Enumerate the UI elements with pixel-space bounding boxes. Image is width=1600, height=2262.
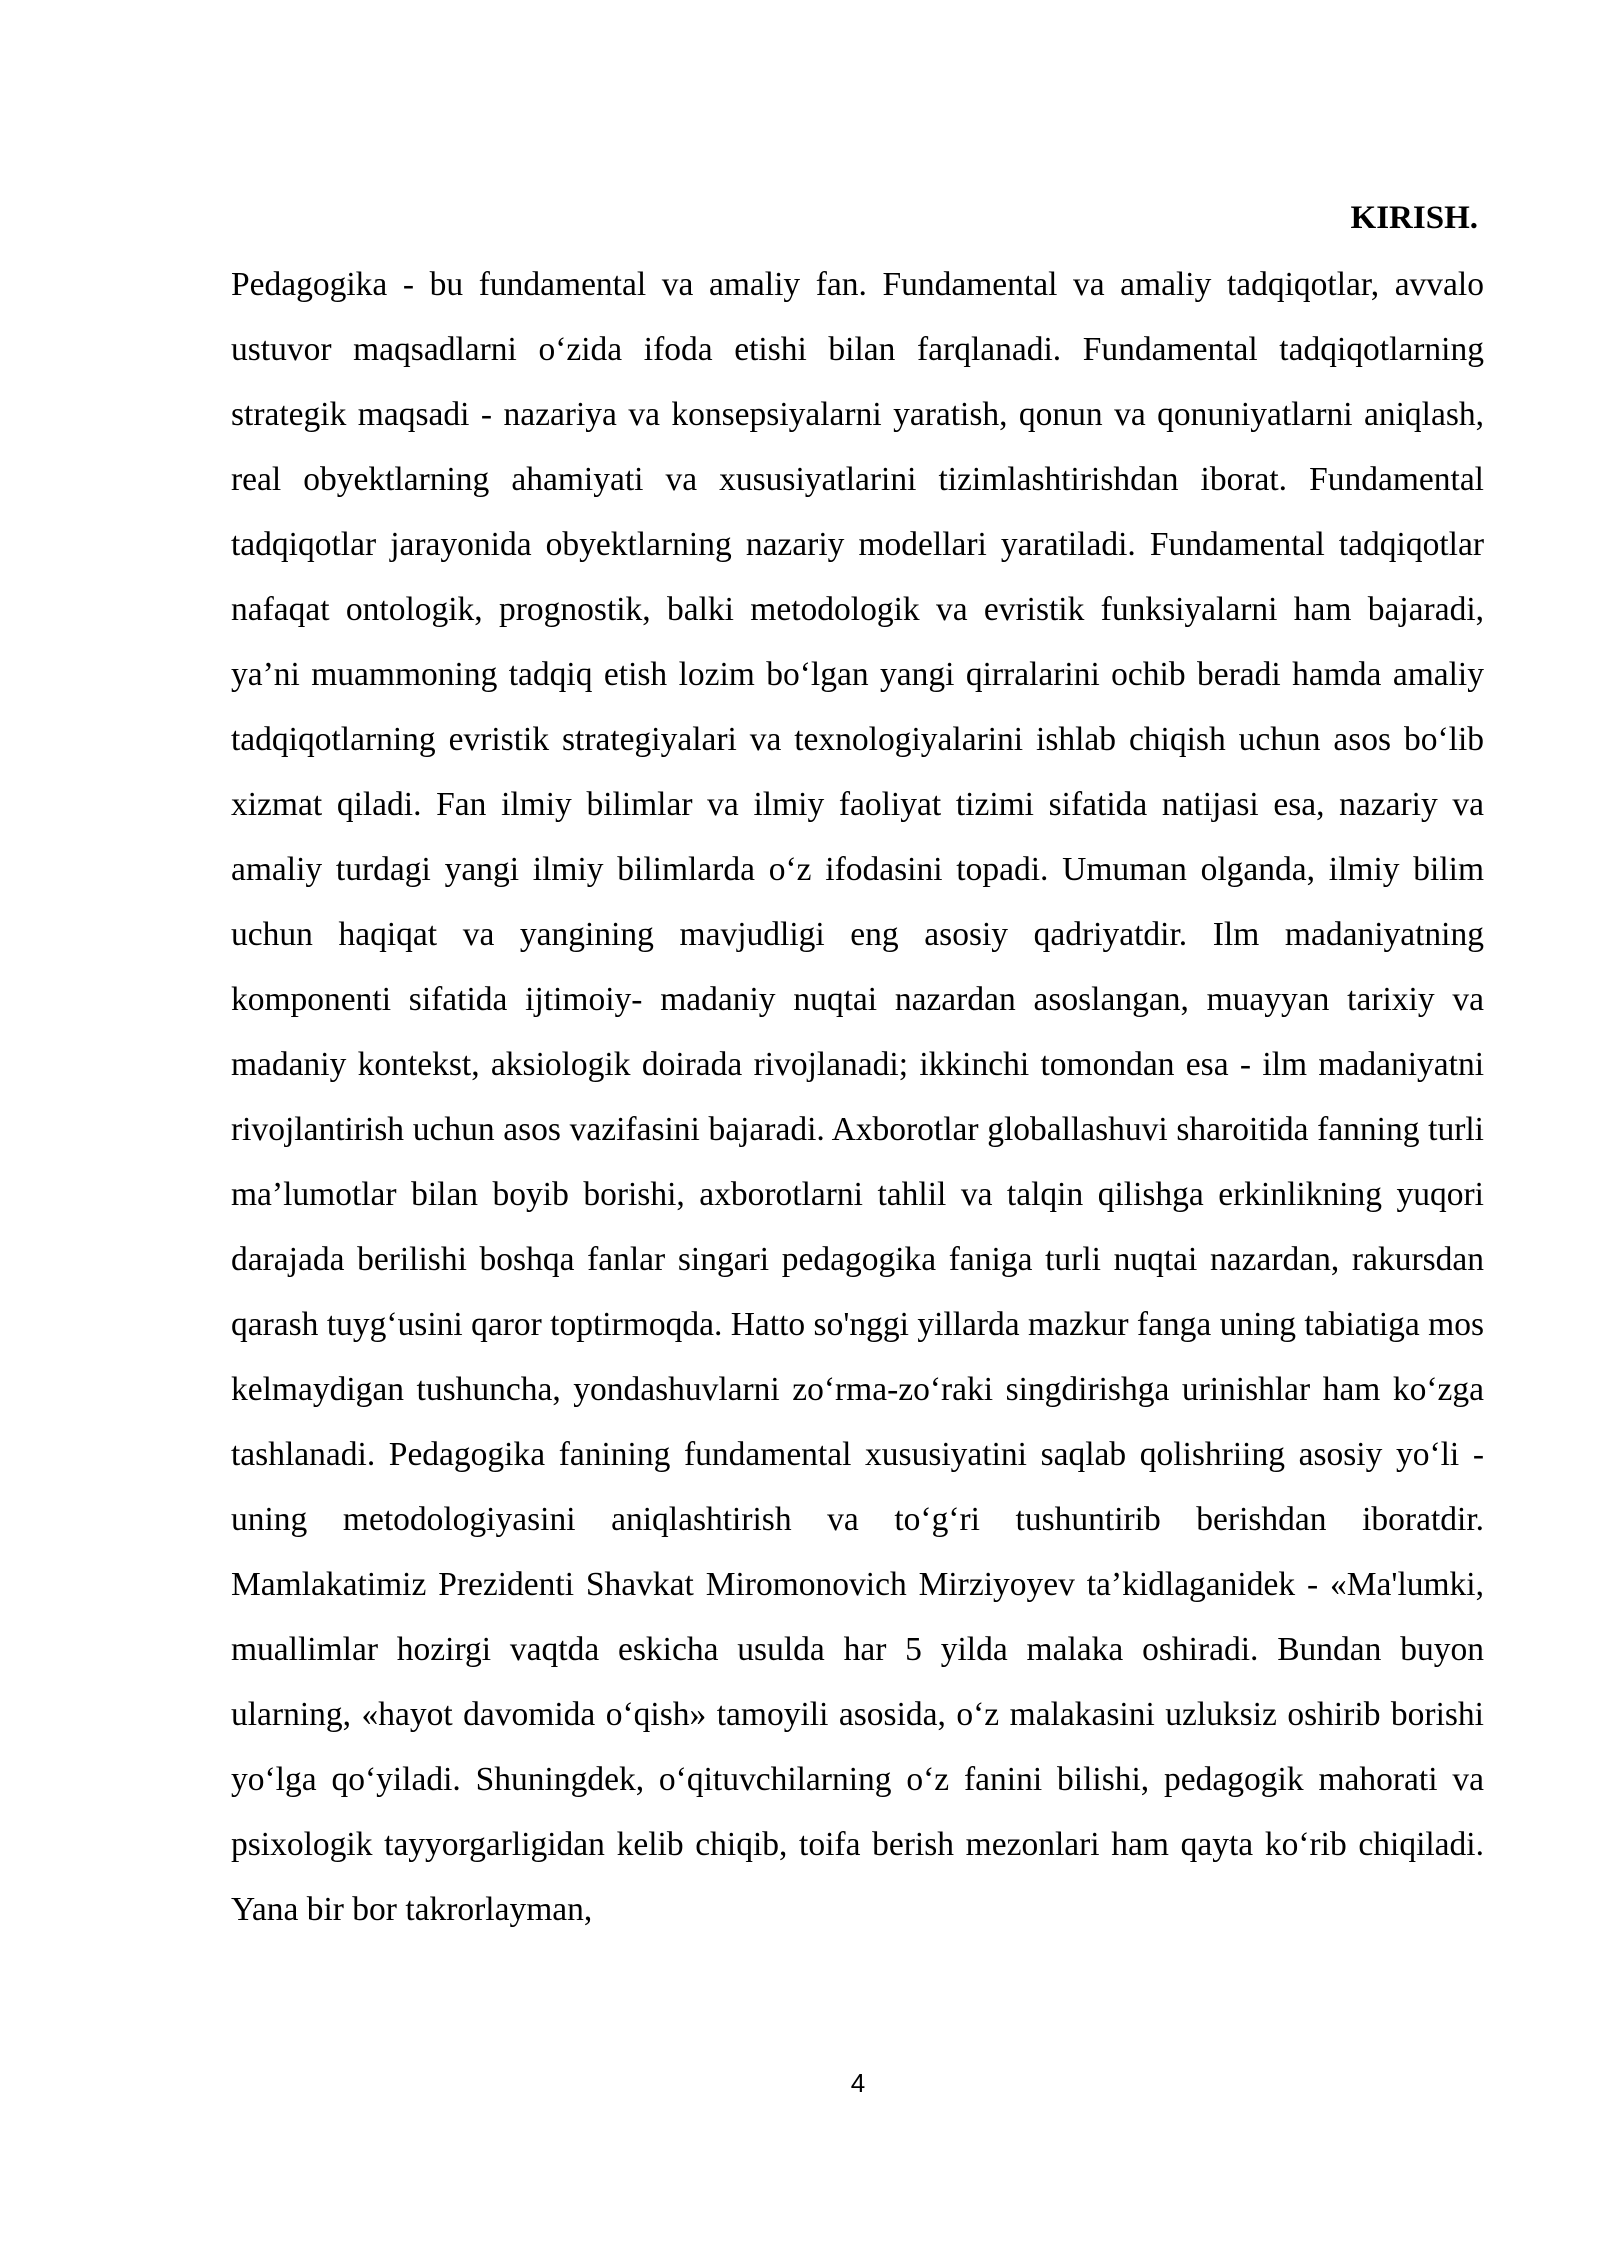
- section-heading: KIRISH.: [1350, 200, 1478, 236]
- page-number: 4: [850, 2068, 866, 2098]
- body-paragraph: Pedagogika - bu fundamental va amaliy fan. Fundamental va amaliy tadqiqotlar, avvalo ustuvor maqsadlarni o‘zida ifoda etishi bilan farqlanadi. Fundamental tadqiqotlarning strategik maqsadi - nazariya va konsepsiyalarni yaratish, qonun va qonuniyatlarni aniqlash, real obyektlarning ahamiyati va xususiyatlarini tizimlashtirishdan iborat. Fundamental tadqiqotlar jarayonida obyektlarning nazariy modellari yaratiladi. Fundamental tadqiqotlar nafaqat ontologik, prognostik, balki metodologik va evristik funksiyalarni ham bajaradi, ya’ni muammoning tadqiq etish lozim bo‘lgan yangi qirralarini ochib beradi hamda amaliy tadqiqotlarning evristik strategiyalari va texnologiyalarini ishlab chiqish uchun asos bo‘lib xizmat qiladi. Fan ilmiy bilimlar va ilmiy faoliyat tizimi sifatida natijasi esa, nazariy va amaliy turdagi yangi ilmiy bilimlarda o‘z ifodasini topadi. Umuman olganda, ilmiy bilim uchun haqiqat va yangining mavjudligi eng asosiy qadriyatdir. Ilm madaniyatning komponenti sifatida ijtimoiy- madaniy nuqtai nazardan asoslangan, muayyan tarixiy va madaniy kontekst, aksiologik doirada rivojlanadi; ikkinchi tomondan esa - ilm madaniyatni rivojlantirish uchun asos vazifasini bajaradi. Axborotlar globallashuvi sharoitida fanning turli ma’lumotlar bilan boyib borishi, axborotlarni tahlil va talqin qilishga erkinlikning yuqori darajada berilishi boshqa fanlar singari pedagogika faniga turli nuqtai nazardan, rakursdan qarash tuyg‘usini qaror toptirmoqda. Hatto so'nggi yillarda mazkur fanga uning tabiatiga mos kelmaydigan tushuncha, yondashuvlarni zo‘rma-zo‘raki singdirishga urinishlar ham ko‘zga tashlanadi. Pedagogika fanining fundamental xususiyatini saqlab qolishriing asosiy yo‘li - uning metodologiyasini aniqlashtirish va to‘g‘ri tushuntirib berishdan iboratdir. Mamlakatimiz Prezidenti Shavkat Miromonovich Mirziyoyev ta’kidlaganidek - «Ma'lumki, muallimlar hozirgi vaqtda eskicha usulda har 5 yilda malaka oshiradi. Bundan buyon ularning, «hayot davomida o‘qish» tamoyili asosida, o‘z malakasini uzluksiz oshirib borishi yo‘lga qo‘yiladi. Shuningdek, o‘qituvchilarning o‘z fanini bilishi, pedagogik mahorati va psixologik tayyorgarligidan kelib chiqib, toifa berish mezonlari ham qayta ko‘rib chiqiladi. Yana bir bor takrorlayman,: [231, 266, 1484, 1928]
